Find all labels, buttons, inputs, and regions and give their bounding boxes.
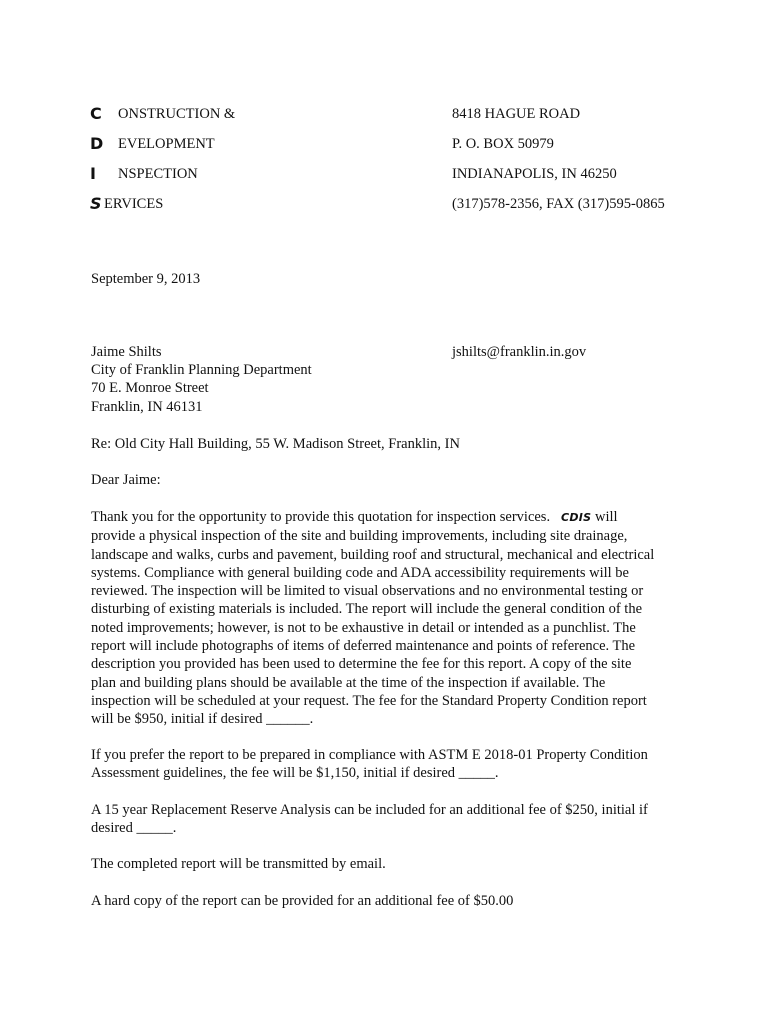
paragraph-line: reviewed. The inspection will be limited to visual observations and no environmental testing or xyxy=(91,583,644,600)
subject-line: Re: Old City Hall Building, 55 W. Madison Street, Franklin, IN xyxy=(91,436,460,452)
paragraph-line: description you provided has been used to determine the fee for this report. A copy of the site xyxy=(91,656,632,673)
paragraph-line: Assessment guidelines, the fee will be $1,150, initial if desired _____. xyxy=(91,765,499,782)
recipient-name: Jaime Shilts xyxy=(91,344,162,360)
recipient-street: 70 E. Monroe Street xyxy=(91,380,209,396)
recipient-city: Franklin, IN 46131 xyxy=(91,399,203,415)
recipient-email[interactable]: jshilts@franklin.in.gov xyxy=(452,344,587,360)
body-paragraph-5: A hard copy of the report can be provided for an additional fee of $50.00 xyxy=(91,893,514,909)
paragraph-line: If you prefer the report to be prepared in compliance with ASTM E 2018-01 Property Condition xyxy=(91,747,648,763)
address-city: INDIANAPOLIS, IN 46250 xyxy=(452,166,617,182)
body-paragraph-4: The completed report will be transmitted by email. xyxy=(91,856,386,872)
letterhead-word-inspection: NSPECTION xyxy=(118,166,198,182)
paragraph-line: desired _____. xyxy=(91,820,177,837)
paragraph-line: plan and building plans should be available at the time of the inspection if available. The xyxy=(91,674,606,691)
address-po-box: P. O. BOX 50979 xyxy=(452,136,554,152)
letterhead-word-services: ERVICES xyxy=(104,196,164,212)
paragraph-line: Thank you for the opportunity to provide this quotation for inspection services. CDIS will xyxy=(91,509,618,525)
paragraph-line: noted improvements; however, is not to be exhaustive in detail or intended as a punchlist. The xyxy=(91,619,636,636)
letterhead-word-development: EVELOPMENT xyxy=(118,136,215,152)
paragraph-line: landscape and walks, curbs and pavement, building roof and structural, mechanical and electrical xyxy=(91,546,655,563)
letterhead-initial-d: D xyxy=(90,134,104,153)
letterhead-word-construction: ONSTRUCTION & xyxy=(118,106,236,122)
salutation: Dear Jaime: xyxy=(91,472,161,488)
letterhead-initial-i: I xyxy=(90,164,96,183)
recipient-organization: City of Franklin Planning Department xyxy=(91,362,312,378)
paragraph-line: inspection will be scheduled at your request. The fee for the Standard Property Condition report xyxy=(91,692,647,709)
letterhead-initial-c: C xyxy=(90,104,102,123)
letter-date: September 9, 2013 xyxy=(91,271,201,287)
paragraph-line: disturbing of existing materials is included. The report will include the general condition of the xyxy=(91,601,642,618)
company-abbrev-logo: CDIS xyxy=(560,511,592,524)
address-phone-fax: (317)578-2356, FAX (317)595-0865 xyxy=(452,196,665,212)
body-paragraph-2 xyxy=(91,746,691,783)
letterhead-initial-s: S xyxy=(90,194,102,213)
paragraph-line: will be $950, initial if desired ______. xyxy=(91,711,314,728)
address-street: 8418 HAGUE ROAD xyxy=(452,106,581,122)
paragraph-line: A 15 year Replacement Reserve Analysis can be included for an additional fee of $250, initial if xyxy=(91,802,648,818)
body-paragraph-3 xyxy=(91,801,691,838)
body-paragraph-1 xyxy=(91,508,691,729)
paragraph-line: report will include photographs of items of deferred maintenance and points of reference. The xyxy=(91,638,636,655)
paragraph-line: systems. Compliance with general building code and ADA accessibility requirements will be xyxy=(91,564,629,581)
paragraph-line: provide a physical inspection of the site and building improvements, including site drainage, xyxy=(91,528,628,545)
